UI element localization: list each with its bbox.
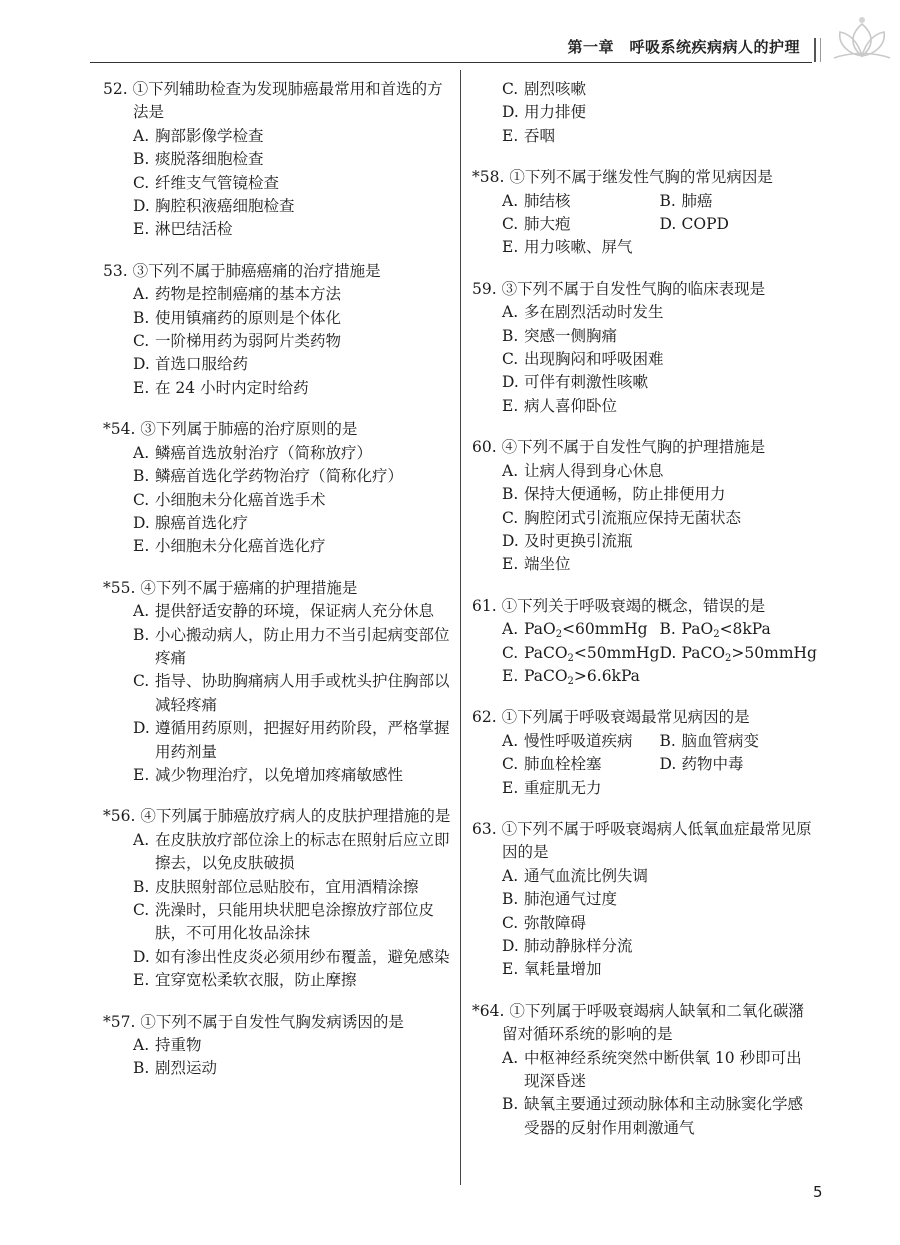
answer-option (472, 325, 817, 348)
answer-option (472, 395, 817, 418)
option-letter: A. (502, 461, 519, 480)
option-text: 突感一侧胸痛 (524, 326, 618, 345)
answer-option (502, 730, 660, 753)
answer-option (472, 888, 817, 911)
answer-option (472, 460, 817, 483)
option-letter: B. (133, 150, 150, 169)
option-text: 肺泡通气过度 (524, 890, 618, 909)
option-text: 痰脱落细胞检查 (155, 150, 264, 169)
question-block (472, 278, 817, 418)
option-text: 中枢神经系统突然中断供氧 10 秒即可出现深昏迷 (524, 1048, 802, 1091)
option-letter: D. (502, 937, 519, 955)
question-stem: 53. ③下列不属于肺癌癌痛的治疗措施是 (103, 261, 381, 280)
answer-option (472, 483, 817, 506)
option-letter: A. (133, 830, 150, 849)
option-letter: A. (133, 126, 150, 145)
question-block (472, 436, 817, 576)
option-text: 弥散障碍 (524, 913, 587, 932)
answer-option (472, 125, 817, 148)
answer-option (103, 489, 453, 512)
option-text: 鳞癌首选放射治疗（简称放疗） (155, 443, 373, 462)
answer-option-pair (472, 618, 817, 641)
answer-option (103, 535, 453, 558)
answer-option (103, 377, 453, 400)
answer-option (103, 624, 453, 671)
header-divider-thick (814, 38, 816, 62)
option-text: 可伴有刺激性咳嗽 (524, 373, 649, 392)
option-text: 小细胞未分化癌首选手术 (155, 490, 326, 509)
answer-option (660, 190, 818, 213)
answer-option (472, 777, 817, 800)
option-letter: A. (502, 866, 519, 885)
option-text: 如有渗出性皮炎必须用纱布覆盖，避免感染 (155, 947, 450, 966)
option-letter: B. (133, 877, 150, 896)
question-block (472, 78, 817, 148)
option-text: 肺癌 (681, 191, 713, 210)
answer-option (103, 969, 453, 992)
option-text: 多在剧烈活动时发生 (524, 303, 664, 322)
option-text: COPD (681, 215, 729, 234)
option-letter: B. (502, 326, 519, 345)
chapter-title: 第一章 呼吸系统疾病病人的护理 (567, 38, 800, 56)
answer-option (103, 946, 453, 969)
option-letter: E. (502, 960, 519, 979)
option-text: 一阶梯用药为弱阿片类药物 (155, 332, 342, 351)
option-letter: B. (659, 620, 676, 639)
answer-option (103, 353, 453, 376)
option-text: 脑血管病变 (681, 731, 760, 750)
option-text: 肺结核 (524, 191, 571, 210)
answer-option-pair (472, 213, 817, 236)
option-letter: D. (133, 197, 150, 216)
option-text: 小细胞未分化癌首选化疗 (155, 537, 326, 556)
option-text: PaO$_2$<60mmHg (524, 620, 648, 641)
option-text: 剧烈咳嗽 (524, 80, 587, 98)
option-letter: D. (133, 355, 150, 374)
answer-option (103, 764, 453, 787)
option-letter: A. (133, 285, 150, 304)
question-block (103, 260, 453, 400)
question-stem: 59. ③下列不属于自发性气胸的临床表现是 (472, 279, 766, 298)
option-letter: D. (502, 373, 519, 392)
header-divider-thin (820, 38, 821, 62)
option-text: 胸腔闭式引流瓶应保持无菌状态 (524, 508, 742, 527)
option-letter: A. (502, 303, 519, 322)
option-text: 慢性呼吸道疾病 (524, 731, 633, 750)
option-letter: C. (502, 350, 519, 369)
answer-option (103, 195, 453, 218)
answer-option (472, 78, 817, 101)
option-letter: C. (133, 901, 150, 919)
option-letter: C. (502, 508, 519, 527)
option-letter: B. (133, 625, 150, 644)
answer-option-pair (472, 753, 817, 776)
option-letter: D. (133, 719, 150, 738)
question-stem: *58. ①下列不属于继发性气胸的常见病因是 (472, 168, 773, 187)
question-stem: *56. ④下列属于肺癌放疗病人的皮肤护理措施的是 (103, 807, 451, 826)
answer-option (472, 371, 817, 394)
option-letter: A. (133, 1036, 150, 1055)
option-letter: B. (659, 731, 676, 750)
question-stem: *54. ③下列属于肺癌的治疗原则的是 (103, 420, 358, 439)
answer-option (103, 330, 453, 353)
option-text: 肺动静脉样分流 (524, 937, 633, 955)
answer-option-pair (472, 190, 817, 213)
question-stem: 63. ①下列不属于呼吸衰竭病人低氧血症最常见原因的是 (472, 819, 812, 862)
option-text: 宜穿宽松柔软衣服，防止摩擦 (155, 971, 357, 990)
answer-option (502, 618, 660, 641)
option-text: 氧耗量增加 (524, 960, 602, 979)
question-stem: 62. ①下列属于呼吸衰竭最常见病因的是 (472, 708, 750, 727)
option-text: PaCO$_2$>6.6kPa (524, 666, 640, 687)
answer-option (472, 507, 817, 530)
option-text: 持重物 (155, 1036, 202, 1055)
option-letter: C. (502, 913, 519, 932)
option-text: 端坐位 (524, 555, 571, 574)
answer-option (103, 876, 453, 899)
option-text: 提供舒适安静的环境，保证病人充分休息 (155, 602, 435, 621)
answer-option (472, 665, 817, 688)
answer-option (103, 600, 453, 623)
option-letter: E. (133, 971, 150, 990)
answer-option (472, 935, 817, 958)
answer-option (103, 1057, 453, 1080)
option-text: 及时更换引流瓶 (524, 531, 633, 550)
option-letter: C. (502, 215, 519, 234)
option-letter: A. (133, 443, 150, 462)
option-letter: A. (502, 191, 519, 210)
answer-option (103, 899, 453, 946)
option-text: 病人喜仰卧位 (524, 396, 618, 415)
answer-option (502, 753, 660, 776)
option-text: 用力排便 (524, 103, 587, 122)
option-text: 淋巴结活检 (155, 220, 233, 239)
option-letter: C. (133, 173, 150, 192)
option-letter: E. (502, 555, 519, 574)
option-letter: D. (133, 947, 150, 966)
option-letter: D. (133, 513, 150, 532)
page-header (0, 0, 900, 62)
option-letter: E. (502, 126, 519, 145)
answer-option (103, 148, 453, 171)
answer-option (103, 512, 453, 535)
option-text: 减少物理治疗，以免增加疼痛敏感性 (155, 765, 404, 784)
answer-option (660, 213, 818, 236)
option-letter: D. (659, 755, 677, 774)
question-stem: 52. ①下列辅助检查为发现肺癌最常用和首选的方法是 (103, 80, 443, 122)
option-letter: B. (133, 467, 150, 486)
question-block (103, 577, 453, 788)
option-text: 遵循用药原则，把握好用药阶段，严格掌握用药剂量 (155, 719, 450, 761)
option-text: 缺氧主要通过颈动脉体和主动脉窦化学感受器的反射作用刺激通气 (524, 1095, 804, 1137)
option-letter: E. (133, 765, 150, 784)
answer-option (103, 307, 453, 330)
option-letter: B. (502, 1095, 519, 1114)
answer-option (472, 553, 817, 576)
option-text: 指导、协助胸痛病人用手或枕头护住胸部以减轻疼痛 (155, 672, 450, 714)
option-letter: E. (502, 666, 519, 685)
option-letter: D. (659, 215, 677, 234)
option-letter: C. (133, 332, 150, 351)
answer-option (103, 218, 453, 241)
option-text: 保持大便通畅，防止排便用力 (524, 485, 726, 504)
option-text: 在皮肤放疗部位涂上的标志在照射后应立即擦去，以免皮肤破损 (155, 830, 450, 873)
option-letter: A. (133, 602, 150, 621)
answer-option (472, 348, 817, 371)
option-text: 出现胸闷和呼吸困难 (524, 350, 664, 369)
question-stem: 61. ①下列关于呼吸衰竭的概念，错误的是 (472, 596, 766, 615)
answer-option (472, 1047, 817, 1094)
option-text: 使用镇痛药的原则是个体化 (155, 308, 342, 327)
answer-option (103, 125, 453, 148)
question-block (472, 818, 817, 982)
option-letter: D. (659, 643, 677, 662)
column-divider (460, 70, 461, 1185)
option-letter: E. (133, 537, 150, 556)
option-letter: E. (133, 378, 150, 397)
answer-option (502, 642, 660, 665)
answer-option (472, 958, 817, 981)
option-text: 洗澡时，只能用块状肥皂涂擦放疗部位皮肤，不可用化妆品涂抹 (155, 901, 435, 943)
answer-option (103, 465, 453, 488)
question-stem: *64. ①下列属于呼吸衰竭病人缺氧和二氧化碳潴留对循环系统的影响的是 (472, 1001, 804, 1044)
answer-option (660, 642, 818, 665)
question-stem: *55. ④下列不属于癌痛的护理措施是 (103, 578, 358, 597)
answer-option-pair (472, 730, 817, 753)
option-text: PaCO$_2$>50mmHg (681, 643, 817, 664)
option-text: 首选口服给药 (155, 355, 249, 374)
left-column (103, 78, 453, 1099)
answer-option (103, 172, 453, 195)
option-text: 纤维支气管镜检查 (155, 173, 280, 192)
answer-option (103, 717, 453, 764)
option-letter: E. (502, 778, 519, 797)
answer-option (103, 442, 453, 465)
option-text: 用力咳嗽、屏气 (524, 238, 633, 257)
option-letter: D. (502, 103, 519, 122)
question-block (472, 706, 817, 800)
option-text: 胸腔积液癌细胞检查 (155, 197, 295, 216)
answer-option (103, 829, 453, 876)
answer-option (660, 618, 818, 641)
question-block (472, 1000, 817, 1140)
option-text: 肺大疱 (524, 215, 571, 234)
option-letter: C. (133, 490, 150, 509)
option-letter: A. (502, 731, 519, 750)
question-stem: 60. ④下列不属于自发性气胸的护理措施是 (472, 438, 766, 457)
answer-option (472, 530, 817, 553)
option-text: 皮肤照射部位忌贴胶布，宜用酒精涂擦 (155, 877, 419, 896)
option-text: 胸部影像学检查 (155, 126, 264, 145)
option-letter: A. (502, 620, 519, 639)
answer-option (660, 730, 818, 753)
answer-option (103, 670, 453, 717)
option-letter: E. (133, 220, 150, 239)
header-rule (90, 62, 812, 63)
question-block (103, 418, 453, 558)
option-letter: E. (502, 238, 519, 257)
option-letter: B. (659, 191, 676, 210)
answer-option (502, 213, 660, 236)
option-letter: D. (502, 531, 519, 550)
option-letter: C. (502, 643, 519, 662)
question-block (472, 166, 817, 260)
answer-option (472, 865, 817, 888)
option-text: 让病人得到身心休息 (524, 461, 664, 480)
option-text: 通气血流比例失调 (524, 866, 649, 885)
answer-option-pair (472, 642, 817, 665)
answer-option (502, 190, 660, 213)
option-text: 药物中毒 (681, 755, 744, 774)
answer-option (472, 236, 817, 259)
answer-option (103, 283, 453, 306)
answer-option (472, 912, 817, 935)
option-letter: B. (133, 308, 150, 327)
option-text: 鳞癌首选化学药物治疗（简称化疗） (155, 467, 404, 486)
option-letter: C. (502, 755, 519, 774)
question-stem: *57. ①下列不属于自发性气胸发病诱因的是 (103, 1012, 404, 1031)
question-block (103, 1011, 453, 1081)
question-block (472, 595, 817, 689)
option-letter: C. (133, 672, 150, 691)
option-text: 重症肌无力 (524, 778, 602, 797)
option-letter: B. (502, 890, 519, 909)
option-letter: E. (502, 396, 519, 415)
right-column (472, 78, 817, 1158)
answer-option (660, 753, 818, 776)
option-text: 剧烈运动 (155, 1059, 218, 1078)
option-text: 小心搬动病人，防止用力不当引起病变部位疼痛 (155, 625, 450, 667)
option-letter: B. (133, 1059, 150, 1078)
option-text: PaCO$_2$<50mmHg (524, 643, 660, 664)
option-letter: A. (502, 1048, 519, 1067)
option-text: 吞咽 (524, 126, 556, 145)
option-letter: C. (502, 80, 519, 98)
option-text: 在 24 小时内定时给药 (155, 378, 309, 397)
answer-option (472, 301, 817, 324)
question-block (103, 78, 453, 242)
answer-option (472, 101, 817, 124)
option-text: PaO$_2$<8kPa (681, 620, 771, 641)
option-text: 药物是控制癌痛的基本方法 (155, 285, 342, 304)
option-text: 肺血栓栓塞 (524, 755, 602, 774)
lotus-logo-icon (824, 12, 900, 64)
option-letter: B. (502, 485, 519, 504)
option-text: 腺癌首选化疗 (155, 513, 249, 532)
question-block (103, 805, 453, 992)
answer-option (472, 1093, 817, 1140)
answer-option (103, 1034, 453, 1057)
page-number: 5 (813, 1183, 823, 1201)
